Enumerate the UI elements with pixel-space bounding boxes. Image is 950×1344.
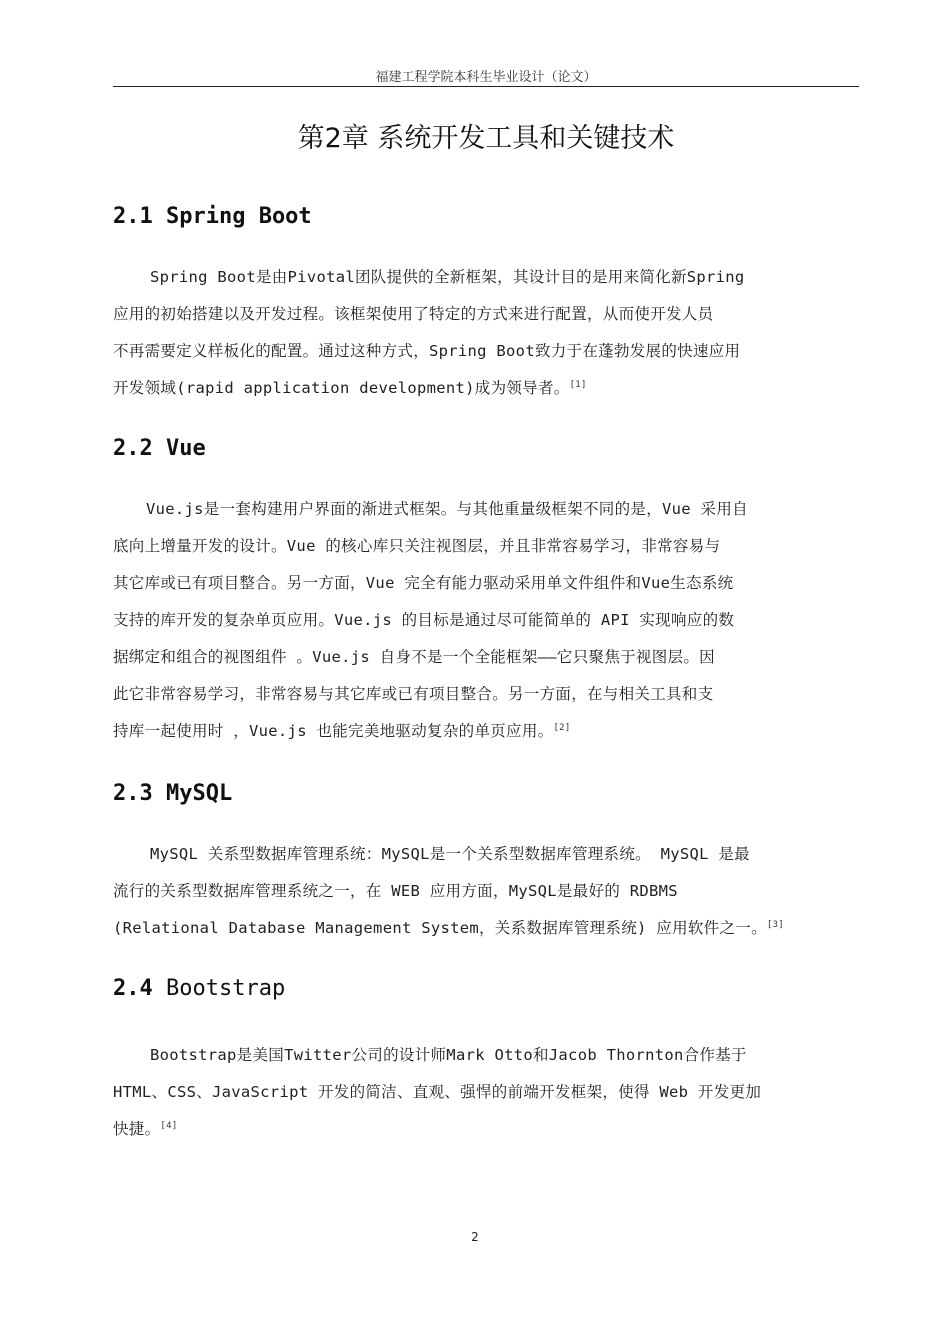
paragraph-line: (Relational Database Management System，关系数据库管理系统) 应用软件之一。 [113,919,767,937]
paragraph-line: 流行的关系型数据库管理系统之一，在 WEB 应用方面，MySQL是最好的 RDBMS [113,882,678,900]
section-heading-vue: 2.2 Vue [113,436,206,461]
citation-marker: [2] [553,722,571,733]
paragraph-line: 底向上增量开发的设计。Vue 的核心库只关注视图层，并且非常容易学习，非常容易与 [113,537,721,555]
paragraph-line: 应用的初始搭建以及开发过程。该框架使用了特定的方式来进行配置，从而使开发人员 [113,305,714,323]
section-paragraph-mysql [113,836,859,947]
section-heading-mysql: 2.3 MySQL [113,781,233,806]
chapter-title: 第2章 系统开发工具和关键技术 [297,123,675,154]
citation-marker: [1] [569,379,587,390]
paragraph-line: 支持的库开发的复杂单页应用。Vue.js 的目标是通过尽可能简单的 API 实现响应的数 [113,611,735,629]
section-heading-spring-boot: 2.1 Spring Boot [113,204,312,229]
paragraph-line: Spring Boot是由Pivotal团队提供的全新框架，其设计目的是用来简化新Spring [150,268,745,286]
paragraph-line: 据绑定和组合的视图组件 。Vue.js 自身不是一个全能框架——它只聚焦于视图层。因 [113,648,715,666]
paragraph-line: 其它库或已有项目整合。另一方面，Vue 完全有能力驱动采用单文件组件和Vue生态系统 [113,574,734,592]
citation-marker: [4] [160,1120,178,1131]
section-heading-text: Bootstrap [166,976,286,1001]
section-heading-bootstrap [113,976,285,1001]
page-number: 2 [471,1230,479,1244]
paragraph-line: 此它非常容易学习，非常容易与其它库或已有项目整合。另一方面，在与相关工具和支 [113,685,714,703]
paragraph-line: 不再需要定义样板化的配置。通过这种方式，Spring Boot致力于在蓬勃发展的快速应用 [113,342,741,360]
paragraph-line: 开发领域(rapid application development)成为领导者。 [113,379,570,397]
paragraph-line: 持库一起使用时 ，Vue.js 也能完美地驱动复杂的单页应用。 [113,722,554,740]
header-divider [113,86,859,87]
section-paragraph-spring-boot [113,259,859,407]
paragraph-line: Bootstrap是美国Twitter公司的设计师Mark Otto和Jacob Thornton合作基于 [150,1046,747,1064]
running-header: 福建工程学院本科生毕业设计（论文） [375,70,597,85]
section-paragraph-bootstrap [113,1037,859,1148]
paragraph-line: Vue.js是一套构建用户界面的渐进式框架。与其他重量级框架不同的是，Vue 采用自 [146,500,748,518]
citation-marker: [3] [766,919,785,930]
paragraph-line: 快捷。 [113,1120,161,1138]
paragraph-line: MySQL 关系型数据库管理系统：MySQL是一个关系型数据库管理系统。 MySQL 是最 [150,845,750,863]
paragraph-line: HTML、CSS、JavaScript 开发的简洁、直观、强悍的前端开发框架，使得 Web 开发更加 [113,1083,762,1101]
section-paragraph-vue [113,491,859,750]
section-number: 2.4 [113,976,153,1001]
